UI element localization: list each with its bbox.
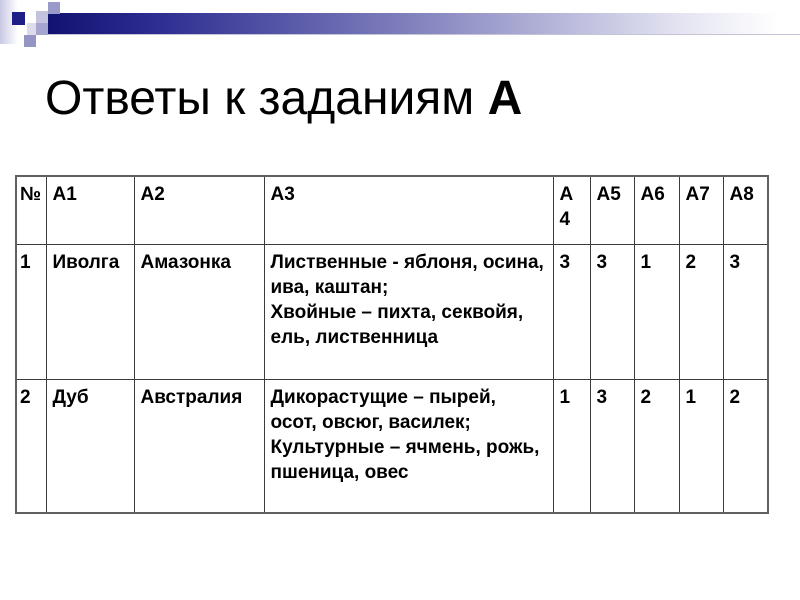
cell-row1-a1: Иволга xyxy=(46,244,134,379)
header-cell-num: № xyxy=(16,176,46,244)
cell-row1-a7: 2 xyxy=(679,244,723,379)
header-cell-a5: А5 xyxy=(590,176,634,244)
cell-row1-a8: 3 xyxy=(723,244,768,379)
header-cell-a8: А8 xyxy=(723,176,768,244)
header-cell-a4: А4 xyxy=(553,176,590,244)
header-cell-a3: А3 xyxy=(264,176,553,244)
decor-gradient-bar xyxy=(48,13,800,35)
cell-row2-a6: 2 xyxy=(634,379,679,513)
cell-row2-a2: Австралия xyxy=(134,379,264,513)
cell-row2-a5: 3 xyxy=(590,379,634,513)
cell-row1-a5: 3 xyxy=(590,244,634,379)
answers-table xyxy=(15,175,769,514)
cell-row2-num: 2 xyxy=(16,379,46,513)
header-cell-a6: А6 xyxy=(634,176,679,244)
title-bold-letter: А xyxy=(487,72,523,125)
header-cell-a7: А7 xyxy=(679,176,723,244)
header-cell-a2: А2 xyxy=(134,176,264,244)
table-row-2 xyxy=(16,379,768,513)
decor-square-5 xyxy=(36,23,48,35)
decor-square-6 xyxy=(24,35,36,47)
table-header-row xyxy=(16,176,768,244)
table-row-1 xyxy=(16,244,768,379)
cell-row1-a3: Лиственные - яблоня, осина, ива, каштан; Хвойные – пихта, секвойя, ель, лиственница xyxy=(264,244,553,379)
title-text: Ответы к заданиям xyxy=(45,72,488,125)
cell-row2-a3: Дикорастущие – пырей, осот, овсюг, василек; Культурные – ячмень, рожь, пшеница, овес xyxy=(264,379,553,513)
cell-row1-a6: 1 xyxy=(634,244,679,379)
header-cell-a1: А1 xyxy=(46,176,134,244)
cell-row1-a4: 3 xyxy=(553,244,590,379)
cell-row2-a1: Дуб xyxy=(46,379,134,513)
cell-row1-a2: Амазонка xyxy=(134,244,264,379)
cell-row2-a8: 2 xyxy=(723,379,768,513)
decor-square-1 xyxy=(48,2,60,14)
cell-row2-a7: 1 xyxy=(679,379,723,513)
cell-row2-a4: 1 xyxy=(553,379,590,513)
decor-square-3 xyxy=(12,12,25,25)
cell-row1-num: 1 xyxy=(16,244,46,379)
decor-square-2 xyxy=(36,11,48,23)
slide-title xyxy=(45,72,523,125)
